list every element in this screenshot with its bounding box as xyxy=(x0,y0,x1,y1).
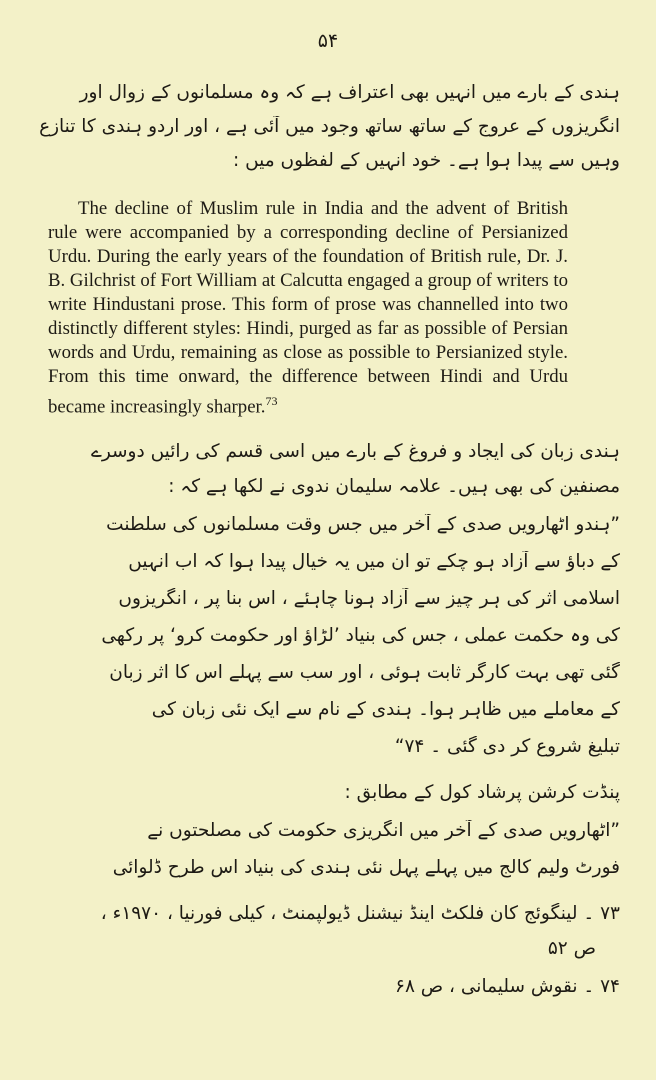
quote2-line-3: اسلامی اثر کی ہر چیز سے آزاد ہونا چاہئے ، اس بنا پر ، انگریزوں xyxy=(118,588,620,609)
intro-line-1: ہندی کے بارے میں انہیں بھی اعتراف ہے کہ وہ مسلمانوں کے زوال اور xyxy=(79,82,620,103)
footnote-74: ۷۴ ۔ نقوش سلیمانی ، ص ۶۸ xyxy=(395,976,620,997)
english-quote-text: The decline of Muslim rule in India and the advent of British rule were accompanied by a corresponding decline of Persianized Urdu. During the early years of the foundation of British rule, Dr. J. B. Gilchrist of Fort William at Calcutta engaged a group of writers to write Hindustani prose. This form of prose was channelled into two distinctly different styles: Hindi, purged as far as possible of Persian words and Urdu, remaining as close as possible to Persianized style. From this time onward, the difference between Hindi and Urdu became increasingly sharper. xyxy=(48,198,568,418)
quote2-line-2: کے دباؤ سے آزاد ہو چکے تو ان میں یہ خیال پیدا ہوا کہ اب انہیں xyxy=(128,551,620,572)
quote2-line-5: گئی تھی بہت کارگر ثابت ہوئی ، اور سب سے پہلے اس کا اثر زبان xyxy=(109,662,620,683)
footnote-73-line-1: ۷۳ ۔ لینگوئج کان فلکٹ اینڈ نیشنل ڈیولپمنٹ ، کیلی فورنیا ، ۱۹۷۰ء ، xyxy=(100,903,620,924)
intro-line-2: انگریزوں کے عروج کے ساتھ ساتھ وجود میں آئی ہے ، اور اردو ہندی کا تنازع xyxy=(39,116,620,137)
quote2-line-6: کے معاملے میں ظاہر ہوا۔ ہندی کے نام سے ایک نئی زبان کی xyxy=(151,699,620,720)
footnote-ref-73: 73 xyxy=(265,394,278,408)
para3-line: پنڈت کرشن پرشاد کول کے مطابق : xyxy=(344,782,620,803)
page-number: ۵۴ xyxy=(317,30,339,52)
para2-line-2: مصنفین کی بھی ہیں۔ علامہ سلیمان ندوی نے لکھا ہے کہ : xyxy=(168,476,620,497)
quote2-line-7: تبلیغ شروع کر دی گئی ۔ ۷۴“ xyxy=(394,736,620,757)
quote2-line-1: ”ہندو اٹھارویں صدی کے آخر میں جس وقت مسلمانوں کی سلطنت xyxy=(106,514,620,535)
quote2-line-4: کی وہ حکمت عملی ، جس کی بنیاد ’لڑاؤ اور حکومت کرو‘ پر رکھی xyxy=(101,625,620,646)
quote3-line-1: ”اٹھارویں صدی کے آخر میں انگریزی حکومت کی مصلحتوں نے xyxy=(147,820,620,841)
intro-line-3: وہیں سے پیدا ہوا ہے۔ خود انہیں کے لفظوں میں : xyxy=(232,150,620,171)
para2-line-1: ہندی زبان کی ایجاد و فروغ کے بارے میں اسی قسم کی رائیں دوسرے xyxy=(91,441,620,462)
quote3-line-2: فورٹ ولیم کالج میں پہلے پہل نئی ہندی کی بنیاد اس طرح ڈلوائی xyxy=(112,857,620,878)
english-quote-block xyxy=(48,197,568,419)
footnote-73-line-2: ص ۵۲ xyxy=(547,938,596,959)
